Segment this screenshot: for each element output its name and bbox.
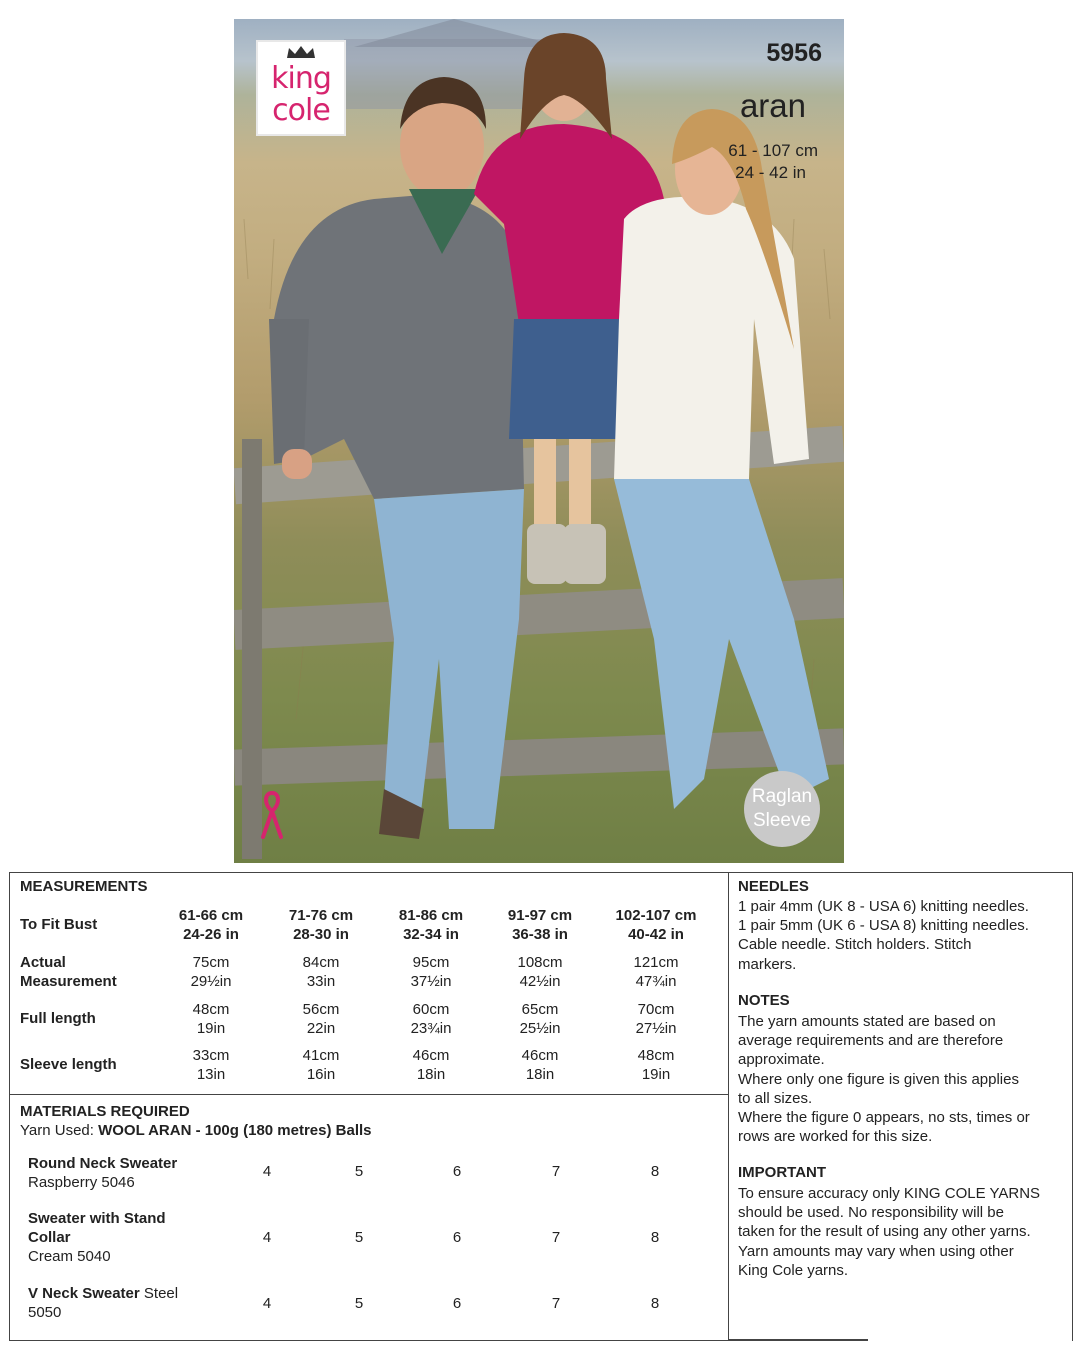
row-label-to-fit-bust: To Fit Bust (20, 916, 98, 933)
row-label-actual-measurement: Actual Measurement (20, 954, 117, 990)
full-length-4: 65cm 25½in (519, 1001, 561, 1037)
bust-size-3: 81-86 cm 32-34 in (398, 907, 464, 943)
crown-icon (286, 45, 316, 59)
brand-word-king: king (271, 61, 331, 96)
balls-round-neck-2: 5 (354, 1163, 364, 1180)
needles-title: NEEDLES (738, 878, 809, 895)
actual-measurement-2: 84cm 33in (302, 954, 340, 990)
sleeve-length-1: 33cm 13in (192, 1047, 230, 1083)
material-stand-collar-sweater: Sweater with Stand Collar Cream 5040 (28, 1210, 166, 1265)
brand-word-cole: cole (272, 93, 330, 128)
sleeve-length-2: 41cm 16in (302, 1047, 340, 1083)
balls-stand-collar-4: 7 (551, 1229, 561, 1246)
important-title: IMPORTANT (738, 1164, 827, 1181)
balls-v-neck-5: 8 (650, 1295, 660, 1312)
balls-v-neck-4: 7 (551, 1295, 561, 1312)
bust-size-5: 102-107 cm 40-42 in (615, 907, 697, 943)
balls-v-neck-2: 5 (354, 1295, 364, 1312)
balls-v-neck-1: 4 (262, 1295, 272, 1312)
bust-size-2: 71-76 cm 28-30 in (288, 907, 354, 943)
notes-title: NOTES (738, 992, 790, 1009)
size-range-cm: 61 - 107 cm (728, 141, 818, 160)
king-cole-logo (256, 40, 346, 136)
balls-v-neck-3: 6 (452, 1295, 462, 1312)
info-column-bottom-rule (728, 1339, 868, 1341)
full-length-2: 56cm 22in (302, 1001, 340, 1037)
notes-text: The yarn amounts stated are based on average requirements and are therefore approximate. Where only one figure is given this applies to all sizes. Where the figure 0 appears, no sts, times or rows are worked for this size. (738, 1013, 1030, 1146)
sleeve-length-4: 46cm 18in (521, 1047, 559, 1083)
raglan-sleeve-badge (744, 771, 820, 847)
full-length-1: 48cm 19in (192, 1001, 230, 1037)
balls-stand-collar-2: 5 (354, 1229, 364, 1246)
balls-round-neck-4: 7 (551, 1163, 561, 1180)
balls-stand-collar-3: 6 (452, 1229, 462, 1246)
balls-round-neck-3: 6 (452, 1163, 462, 1180)
actual-measurement-5: 121cm 47¾in (633, 954, 679, 990)
row-label-full-length: Full length (20, 1010, 96, 1027)
needles-text: 1 pair 4mm (UK 8 - USA 6) knitting needles. 1 pair 5mm (UK 6 - USA 8) knitting needles. Cable needle. Stitch holders. Stitch markers. (738, 898, 1029, 973)
badge-line-1: Raglan (751, 786, 813, 807)
actual-measurement-1: 75cm 29½in (190, 954, 232, 990)
materials-title: MATERIALS REQUIRED (20, 1103, 190, 1120)
badge-line-2: Sleeve (752, 810, 812, 831)
material-v-neck-sweater: V Neck Sweater Steel 5050 (28, 1285, 179, 1321)
balls-stand-collar-5: 8 (650, 1229, 660, 1246)
actual-measurement-3: 95cm 37½in (410, 954, 452, 990)
sleeve-length-5: 48cm 19in (637, 1047, 675, 1083)
sleeve-length-3: 46cm 18in (412, 1047, 450, 1083)
measurements-title: MEASUREMENTS (20, 878, 148, 895)
yarn-weight: aran (739, 87, 806, 124)
size-range-in: 24 - 42 in (735, 163, 806, 182)
row-label-sleeve-length: Sleeve length (20, 1056, 117, 1073)
full-length-5: 70cm 27½in (635, 1001, 677, 1037)
yarn-used-line: Yarn Used: WOOL ARAN - 100g (180 metres) Balls (20, 1122, 372, 1139)
pattern-number: 5956 (766, 39, 822, 67)
actual-measurement-4: 108cm 42½in (517, 954, 563, 990)
bust-size-1: 61-66 cm 24-26 in (178, 907, 244, 943)
awareness-ribbon-icon (261, 791, 283, 839)
balls-stand-collar-1: 4 (262, 1229, 272, 1246)
important-text: To ensure accuracy only KING COLE YARNS should be used. No responsibility will be taken for the result of using any other yarns. Yarn amounts may vary when using other King Cole yarns. (738, 1185, 1041, 1279)
bust-size-4: 91-97 cm 36-38 in (507, 907, 573, 943)
balls-round-neck-1: 4 (262, 1163, 272, 1180)
cover-photo (234, 19, 844, 863)
material-round-neck-sweater: Round Neck Sweater Raspberry 5046 (28, 1155, 178, 1191)
full-length-3: 60cm 23¾in (410, 1001, 452, 1037)
balls-round-neck-5: 8 (650, 1163, 660, 1180)
